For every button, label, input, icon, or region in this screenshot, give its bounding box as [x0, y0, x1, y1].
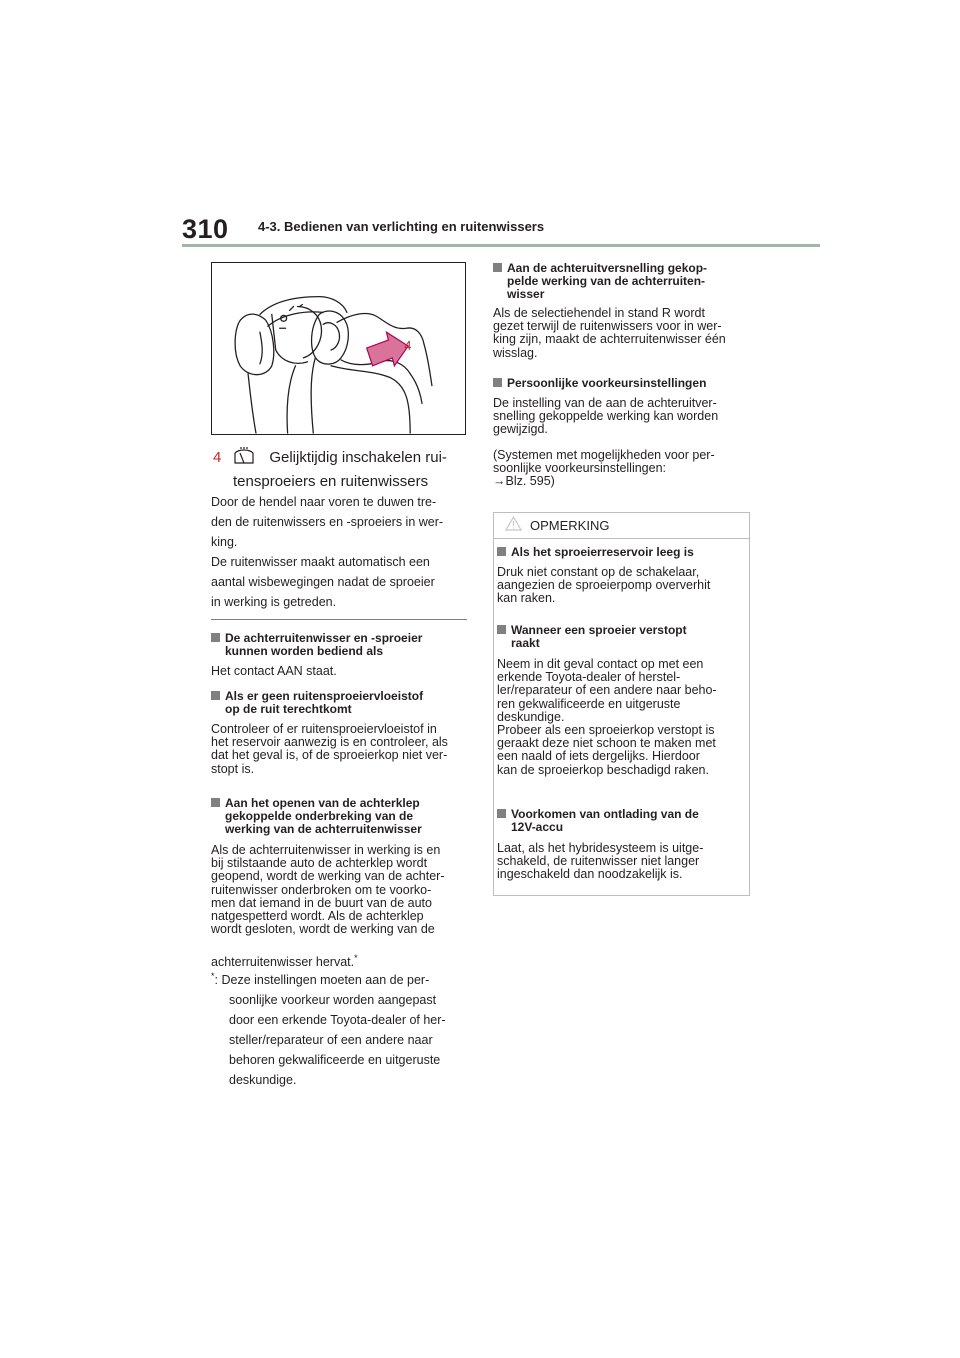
bullet-square-icon — [211, 633, 220, 642]
section-body: Als de achterruitenwisser in werking is en bij stilstaande auto de achterklep wordt geopend, wordt de werking van de achter- ruitenwisser onderbroken om te voorko- men dat iemand in de buurt van de auto natgespetterd wordt. Als de achterklep wordt gesloten, wordt de werking van de — [211, 843, 445, 937]
section-body: Het contact AAN staat. — [211, 664, 337, 678]
note-heading: Als het sproeierreservoir leeg is — [497, 546, 694, 559]
page-number: 310 — [182, 214, 229, 244]
section-divider — [211, 619, 467, 620]
bullet-square-icon — [497, 547, 506, 556]
section-body: Controleer of er ruitensproeiervloeistof in het reservoir aanwezig is en controleer, als dat het geval is, of de sproeierkop niet ver- stopt is. — [211, 722, 448, 776]
section-body-2: (Systemen met mogelijkheden voor per- soonlijke voorkeursinstellingen: →Blz. 595) — [493, 448, 715, 489]
note-divider — [494, 538, 749, 539]
section-heading: Aan het openen van de achterklep gekoppelde onderbreking van de werking van de achterruitenwisser — [211, 797, 422, 836]
paragraph-1 — [211, 492, 469, 552]
washer-wiper-icon — [233, 447, 255, 465]
text-line: Door de hendel naar voren te duwen tre- — [211, 495, 437, 509]
note-heading: Wanneer een sproeier verstopt raakt — [497, 624, 687, 650]
note-heading: Voorkomen van ontlading van de 12V-accu — [497, 808, 699, 834]
section-heading: De achterruitenwisser en -sproeier kunnen worden bediend als — [211, 632, 422, 658]
text-line: De ruitenwisser maakt automatisch een — [211, 555, 430, 569]
text-line: den de ruitenwissers en -sproeiers in wer- — [211, 515, 444, 529]
note-title: OPMERKING — [530, 518, 610, 533]
wiper-lever-illustration — [212, 263, 465, 434]
note-body: Laat, als het hybridesysteem is uitge- schakeld, de ruitenwisser niet langer ingeschakeld dan noodzakelijk is. — [497, 841, 704, 882]
bullet-square-icon — [493, 378, 502, 387]
text-line: in werking is getreden. — [211, 595, 337, 609]
note-body: Druk niet constant op de schakelaar, aangezien de sproeierpomp oververhit kan raken. — [497, 565, 711, 606]
bullet-square-icon — [493, 263, 502, 272]
section-heading: Als er geen ruitensproeiervloeistof op de ruit terechtkomt — [211, 690, 423, 716]
bullet-square-icon — [497, 625, 506, 634]
section-title: 4-3. Bedienen van verlichting en ruitenwissers — [258, 219, 545, 234]
bullet-square-icon — [211, 798, 220, 807]
wiper-lever-figure — [211, 262, 466, 435]
paragraph-2 — [211, 552, 469, 612]
section-body: De instelling van de aan de achteruitver- snelling gekoppelde werking kan worden gewijzigd. — [493, 396, 719, 437]
header-rule — [182, 244, 820, 247]
section-heading: Persoonlijke voorkeursinstellingen — [493, 377, 706, 390]
bullet-square-icon — [497, 809, 506, 818]
text-line: aantal wisbewegingen nadat de sproeier — [211, 575, 435, 589]
warning-triangle-icon — [505, 516, 522, 531]
step-number: 4 — [213, 449, 222, 466]
bullet-square-icon — [211, 691, 220, 700]
step-text-line1: Gelijktijdig inschakelen rui- — [269, 449, 447, 466]
figure-callout: 4 — [404, 337, 412, 353]
section-heading: Aan de achteruitversnelling gekop- pelde werking van de achterruiten- wisser — [493, 262, 707, 301]
footnote: *: Deze instellingen moeten aan de per- soonlijke voorkeur worden aangepast door een erkende Toyota-dealer of her- steller/reparateur of een andere naar behoren gekwalificeerde en uitgeruste deskundige. — [211, 971, 446, 1088]
step-4 — [213, 446, 473, 494]
step-text-line2: tensproeiers en ruitenwissers — [233, 473, 429, 490]
note-body: Neem in dit geval contact op met een erkende Toyota-dealer of herstel- ler/reparateur of een andere naar beho- ren gekwalificeerde en uitgeruste deskundige. Probeer als een sproeierkop verstopt is geraakt deze niet schoon te maken met een naald of iets dergelijks. Hierdoor kan de sproeierkop beschadigd raken. — [497, 657, 717, 777]
text-line: king. — [211, 535, 238, 549]
section-body-last: achterruitenwisser hervat.* — [211, 953, 358, 970]
section-body: Als de selectiehendel in stand R wordt gezet terwijl de ruitenwissers voor in wer- king zijn, maakt de achterruitenwisser één wisslag. — [493, 306, 726, 360]
